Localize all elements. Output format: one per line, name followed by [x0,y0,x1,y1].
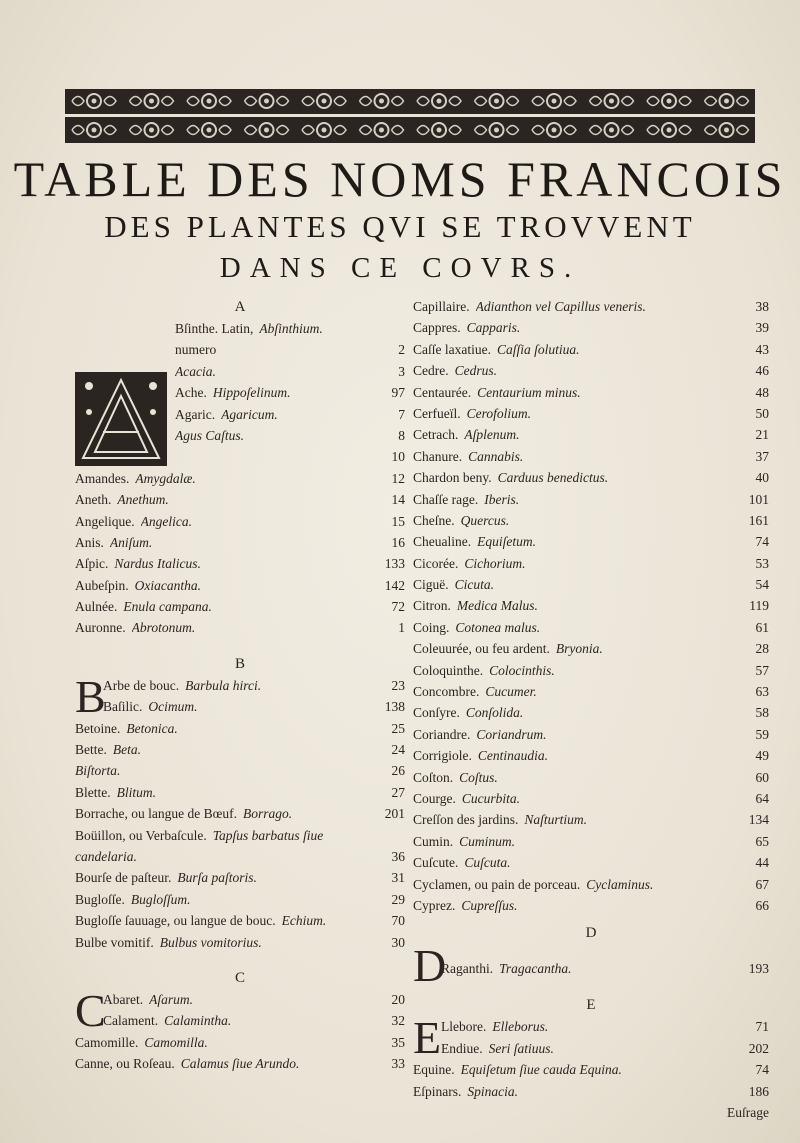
list-item: Betoine. Betonica. 25 [75,720,405,736]
list-item: Boüillon, ou Verbaſcule. Tapſus barbatus ſiue [75,827,324,843]
list-item: Chaſſe rage. Iberis. 101 [413,491,769,507]
list-item: Aulnée. Enula campana. 72 [75,599,405,615]
list-item: Anis. Aniſum. 16 [75,534,405,550]
list-item: Camomille. Camomilla. 35 [75,1034,405,1050]
page-title: TABLE DES NOMS FRANCOIS [13,151,787,207]
list-item: Amandes. Amygdalæ. 12 [75,470,405,486]
section-c [75,984,405,1075]
drop-cap: E [413,1012,442,1064]
section-letter-e: E [586,997,596,1014]
list-item: Cicorée. Cichorium. 53 [413,555,769,571]
list-item: Borrache, ou langue de Bœuf. Borrago. 201 [75,806,405,822]
list-item: Coloquinthe. Colocinthis. 57 [413,662,769,678]
list-item: Coing. Cotonea malus. 61 [413,619,769,635]
list-item: Bourſe de paſteur. Burſa paſtoris. 31 [75,870,405,886]
list-item: Chanure. Cannabis. 37 [413,448,769,464]
list-item: Bugloſſe ſauuage, ou langue de bouc. Echium. 70 [75,913,405,929]
list-item: Cetrach. Aſplenum. 21 [413,427,769,443]
list-item: Agaric. Agaricum. 7 [175,406,405,422]
list-item: Agus Caſtus. 8 [175,427,405,443]
list-item: Raganthi. Tragacantha. 193 [441,961,769,977]
list-item: Aneth. Anethum. 14 [75,492,405,508]
list-item: Angelique. Angelica. 15 [75,513,405,529]
list-item: Conſyre. Conſolida. 58 [413,705,769,721]
list-item: Acacia. 3 [175,363,405,379]
list-item: Biſtorta. 26 [75,763,405,779]
list-item: Baſilic. Ocimum. 138 [103,699,405,715]
list-item: Chardon beny. Carduus benedictus. 40 [413,470,769,486]
list-item: Cumin. Cuminum. 65 [413,833,769,849]
list-item: Auronne. Abrotonum. 1 [75,620,405,636]
list-item: Abaret. Aſarum. 20 [103,991,405,1007]
list-item: Corrigiole. Centinaudia. 49 [413,748,769,764]
list-item: candelaria. 36 [75,848,405,864]
right-column [413,296,769,1123]
section-letter-b: B [234,655,245,672]
section-letter-c: C [234,969,245,986]
left-column [75,296,405,1075]
section-b [75,670,405,953]
list-item: Calament. Calamintha. 32 [103,1013,405,1029]
section-a [75,318,405,639]
list-item: Courge. Cucurbita. 64 [413,790,769,806]
list-item: Blette. Blitum. 27 [75,784,405,800]
section-letter-d: D [585,925,597,942]
list-item: Concombre. Cucumer. 63 [413,684,769,700]
list-item: Cyprez. Cupreſſus. 66 [413,897,769,913]
list-item: Bette. Beta. 24 [75,742,405,758]
woodcut-initial-icon [75,372,167,466]
list-item: Aubeſpin. Oxiacantha. 142 [75,577,405,593]
list-item: Endiue. Seri ſatiuus. 202 [441,1040,769,1056]
list-item: Cerfueïl. Cerofolium. 50 [413,405,769,421]
list-item: Coriandre. Coriandrum. 59 [413,726,769,742]
catchword-row [413,1102,769,1123]
list-item: Creſſon des jardins. Naſturtium. 134 [413,812,769,828]
list-item: Caſſe laxatiue. Caſſia ſolutiua. 43 [413,341,769,357]
list-item: Capillaire. Adianthon vel Capillus veneris. 38 [413,299,769,314]
list-item: Bugloſſe. Bugloſſum. 29 [75,891,405,907]
list-item: 10 [391,449,405,465]
list-item: Ciguë. Cicuta. 54 [413,577,769,593]
list-item: Aſpic. Nardus Italicus. 133 [75,556,405,572]
ornament-band-icon [65,87,755,145]
list-item: Coſton. Coſtus. 60 [413,769,769,785]
list-item: Cyclamen, ou pain de porceau. Cyclaminus. 67 [413,876,769,892]
list-item: Canne, ou Roſeau. Calamus ſiue Arundo. 33 [75,1056,405,1072]
drop-cap: C [75,984,106,1036]
list-item: Bulbe vomitif. Bulbus vomitorius. 30 [75,934,405,950]
list-item: Eſpinars. Spinacia. 186 [413,1083,769,1099]
section-e [413,1012,769,1123]
list-item: Cappres. Capparis. 39 [413,320,769,336]
list-item: Llebore. Elleborus. 71 [441,1019,769,1035]
drop-cap: D [413,940,447,992]
list-item: Cuſcute. Cuſcuta. 44 [413,855,769,871]
list-item: Cheualine. Equiſetum. 74 [413,534,769,550]
list-item: numero 2 [175,342,405,358]
page-subtitle: DES PLANTES QVI SE TROVVENT [104,209,696,244]
list-item: Equine. Equiſetum ſiue cauda Equina. 74 [413,1062,769,1078]
list-item: Cheſne. Quercus. 161 [413,512,769,528]
list-item: Centaurée. Centaurium minus. 48 [413,384,769,400]
section-letter-a: A [234,299,246,315]
list-item: Bſinthe. Latin, Abſinthium. [175,321,323,336]
list-item: Ache. Hippoſelinum. 97 [175,385,405,401]
catchword: Euſrage [727,1104,769,1120]
drop-cap: B [75,670,106,722]
section-d [413,940,769,992]
list-item: Cedre. Cedrus. 46 [413,363,769,379]
list-item: Citron. Medica Malus. 119 [413,598,769,614]
list-item: Coleuurée, ou feu ardent. Bryonia. 28 [413,641,769,657]
page-subtitle-2: DANS CE COVRS. [219,252,581,284]
list-item: Arbe de bouc. Barbula hirci. 23 [103,677,405,693]
